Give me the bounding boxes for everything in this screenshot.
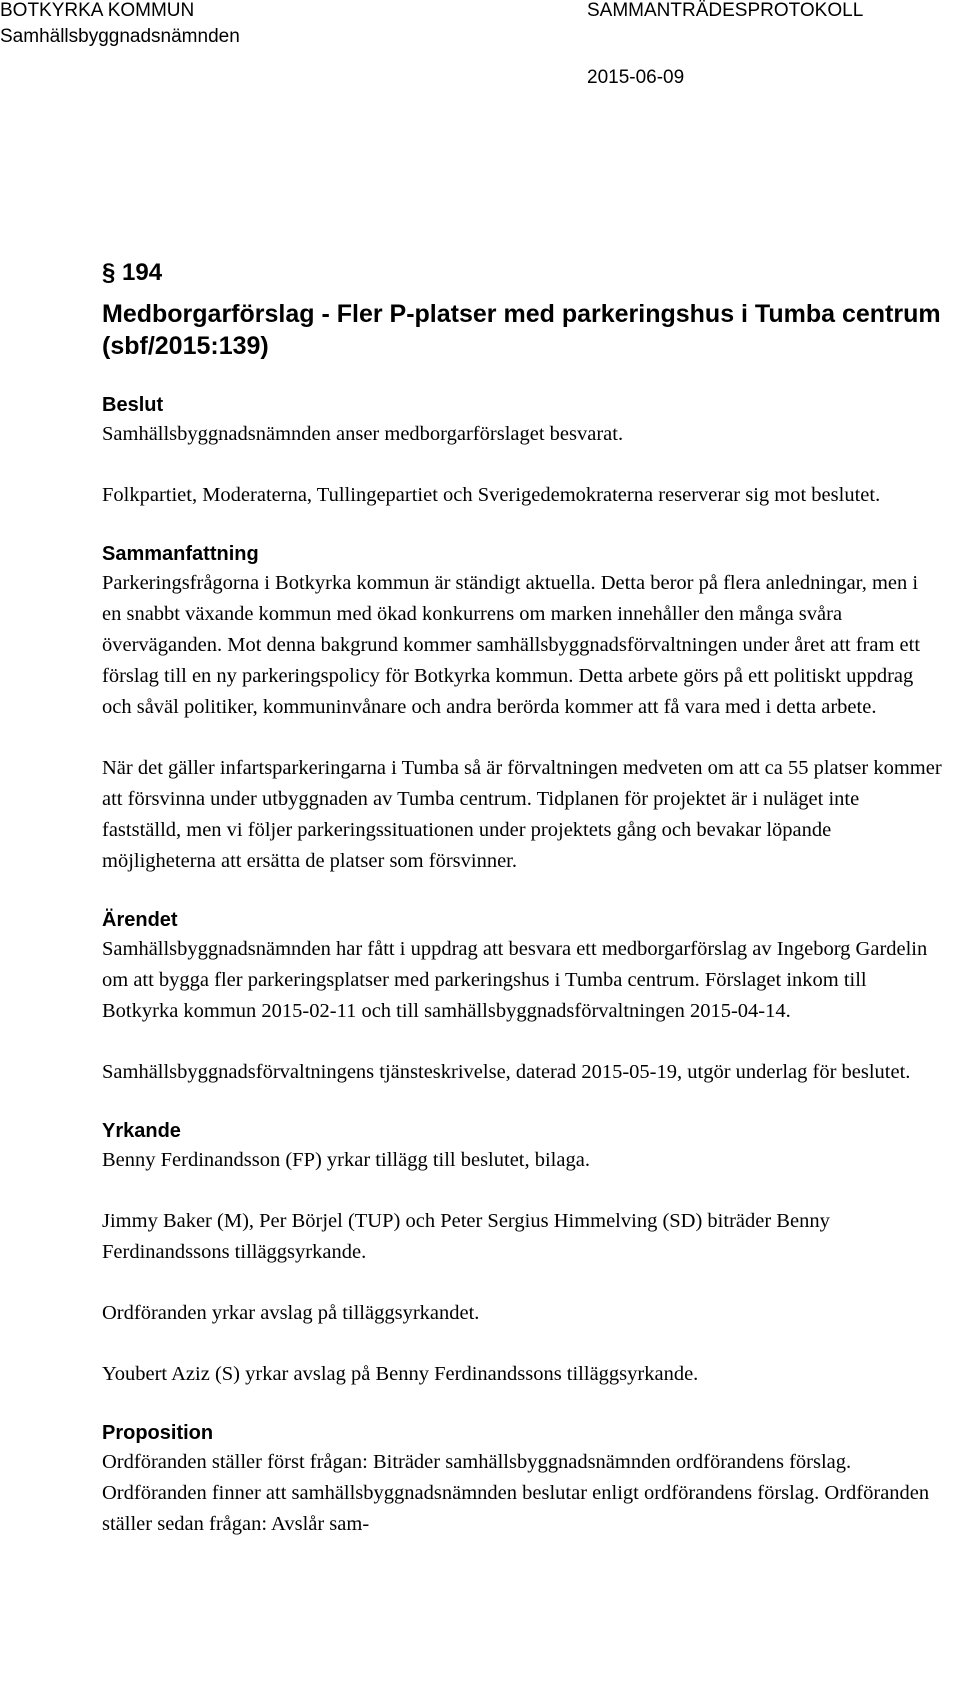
protocol-body	[102, 258, 942, 1570]
yrkande-paragraph-2: Jimmy Baker (M), Per Börjel (TUP) och Peter Sergius Himmelving (SD) biträder Benny Ferdinandssons tilläggsyrkande.	[102, 1210, 830, 1263]
beslut-text: Samhällsbyggnadsnämnden anser medborgarförslaget besvarat.	[102, 423, 624, 445]
committee-name: Samhällsbyggnadsnämnden	[0, 26, 240, 47]
arendet-heading: Ärendet	[102, 909, 178, 931]
arendet-paragraph-1: Samhällsbyggnadsnämnden har fått i uppdrag att besvara ett medborgarförslag av Ingeborg Gardelin om att bygga fler parkeringsplatser med parkeringshus i Tumba centrum. Förslaget inkom till Botkyrka kommun 2015-02-11 och till samhällsbyggnadsförvaltningen 2015-04-14.	[102, 938, 928, 1022]
paragraph-number: § 194	[102, 259, 163, 286]
reservation-text: Folkpartiet, Moderaterna, Tullingepartiet och Sverigedemokraterna reserverar sig mot beslutet.	[102, 484, 881, 506]
item-title: Medborgarförslag - Fler P-platser med parkeringshus i Tumba centrum (sbf/2015:139)	[102, 300, 941, 360]
proposition-heading: Proposition	[102, 1422, 214, 1444]
yrkande-paragraph-4: Youbert Aziz (S) yrkar avslag på Benny Ferdinandssons tilläggsyrkande.	[102, 1363, 699, 1385]
org-name: BOTKYRKA KOMMUN	[0, 0, 195, 21]
yrkande-paragraph-3: Ordföranden yrkar avslag på tilläggsyrkandet.	[102, 1302, 480, 1324]
sammanfattning-heading: Sammanfattning	[102, 543, 259, 565]
meeting-date: 2015-06-09	[587, 67, 685, 88]
proposition-paragraph: Ordföranden ställer först frågan: Biträder samhällsbyggnadsnämnden ordförandens förslag. Ordföranden finner att samhällsbyggnadsnämnden beslutar enligt ordförandens förslag. Ordföranden ställer sedan frågan: Avslår sam-	[102, 1451, 930, 1535]
sammanfattning-paragraph-2: När det gäller infartsparkeringarna i Tumba så är förvaltningen medveten om att ca 55 platser kommer att försvinna under utbyggnaden av Tumba centrum. Tidplanen för projektet är i nuläget inte fastställd, men vi följer parkeringssituationen under projektets gång och bevakar löpande möjligheterna att ersätta de platser som försvinner.	[102, 757, 942, 872]
sammanfattning-paragraph-1: Parkeringsfrågorna i Botkyrka kommun är ständigt aktuella. Detta beror på flera anledningar, men i en snabbt växande kommun med ökad konkurrens om marken innehåller den många svåra överväganden. Mot denna bakgrund kommer samhällsbyggnadsförvaltningen under året att fram ett förslag till en ny parkeringspolicy för Botkyrka kommun. Detta arbete görs på ett politiskt uppdrag och såväl politiker, kommuninvånare och andra berörda kommer att få vara med i detta arbete.	[102, 572, 921, 718]
yrkande-paragraph-1: Benny Ferdinandsson (FP) yrkar tillägg till beslutet, bilaga.	[102, 1149, 590, 1171]
yrkande-heading: Yrkande	[102, 1120, 181, 1142]
document-type: SAMMANTRÄDESPROTOKOLL	[587, 0, 864, 21]
beslut-heading: Beslut	[102, 394, 164, 416]
arendet-paragraph-2: Samhällsbyggnadsförvaltningens tjänsteskrivelse, daterad 2015-05-19, utgör underlag för beslutet.	[102, 1061, 911, 1083]
